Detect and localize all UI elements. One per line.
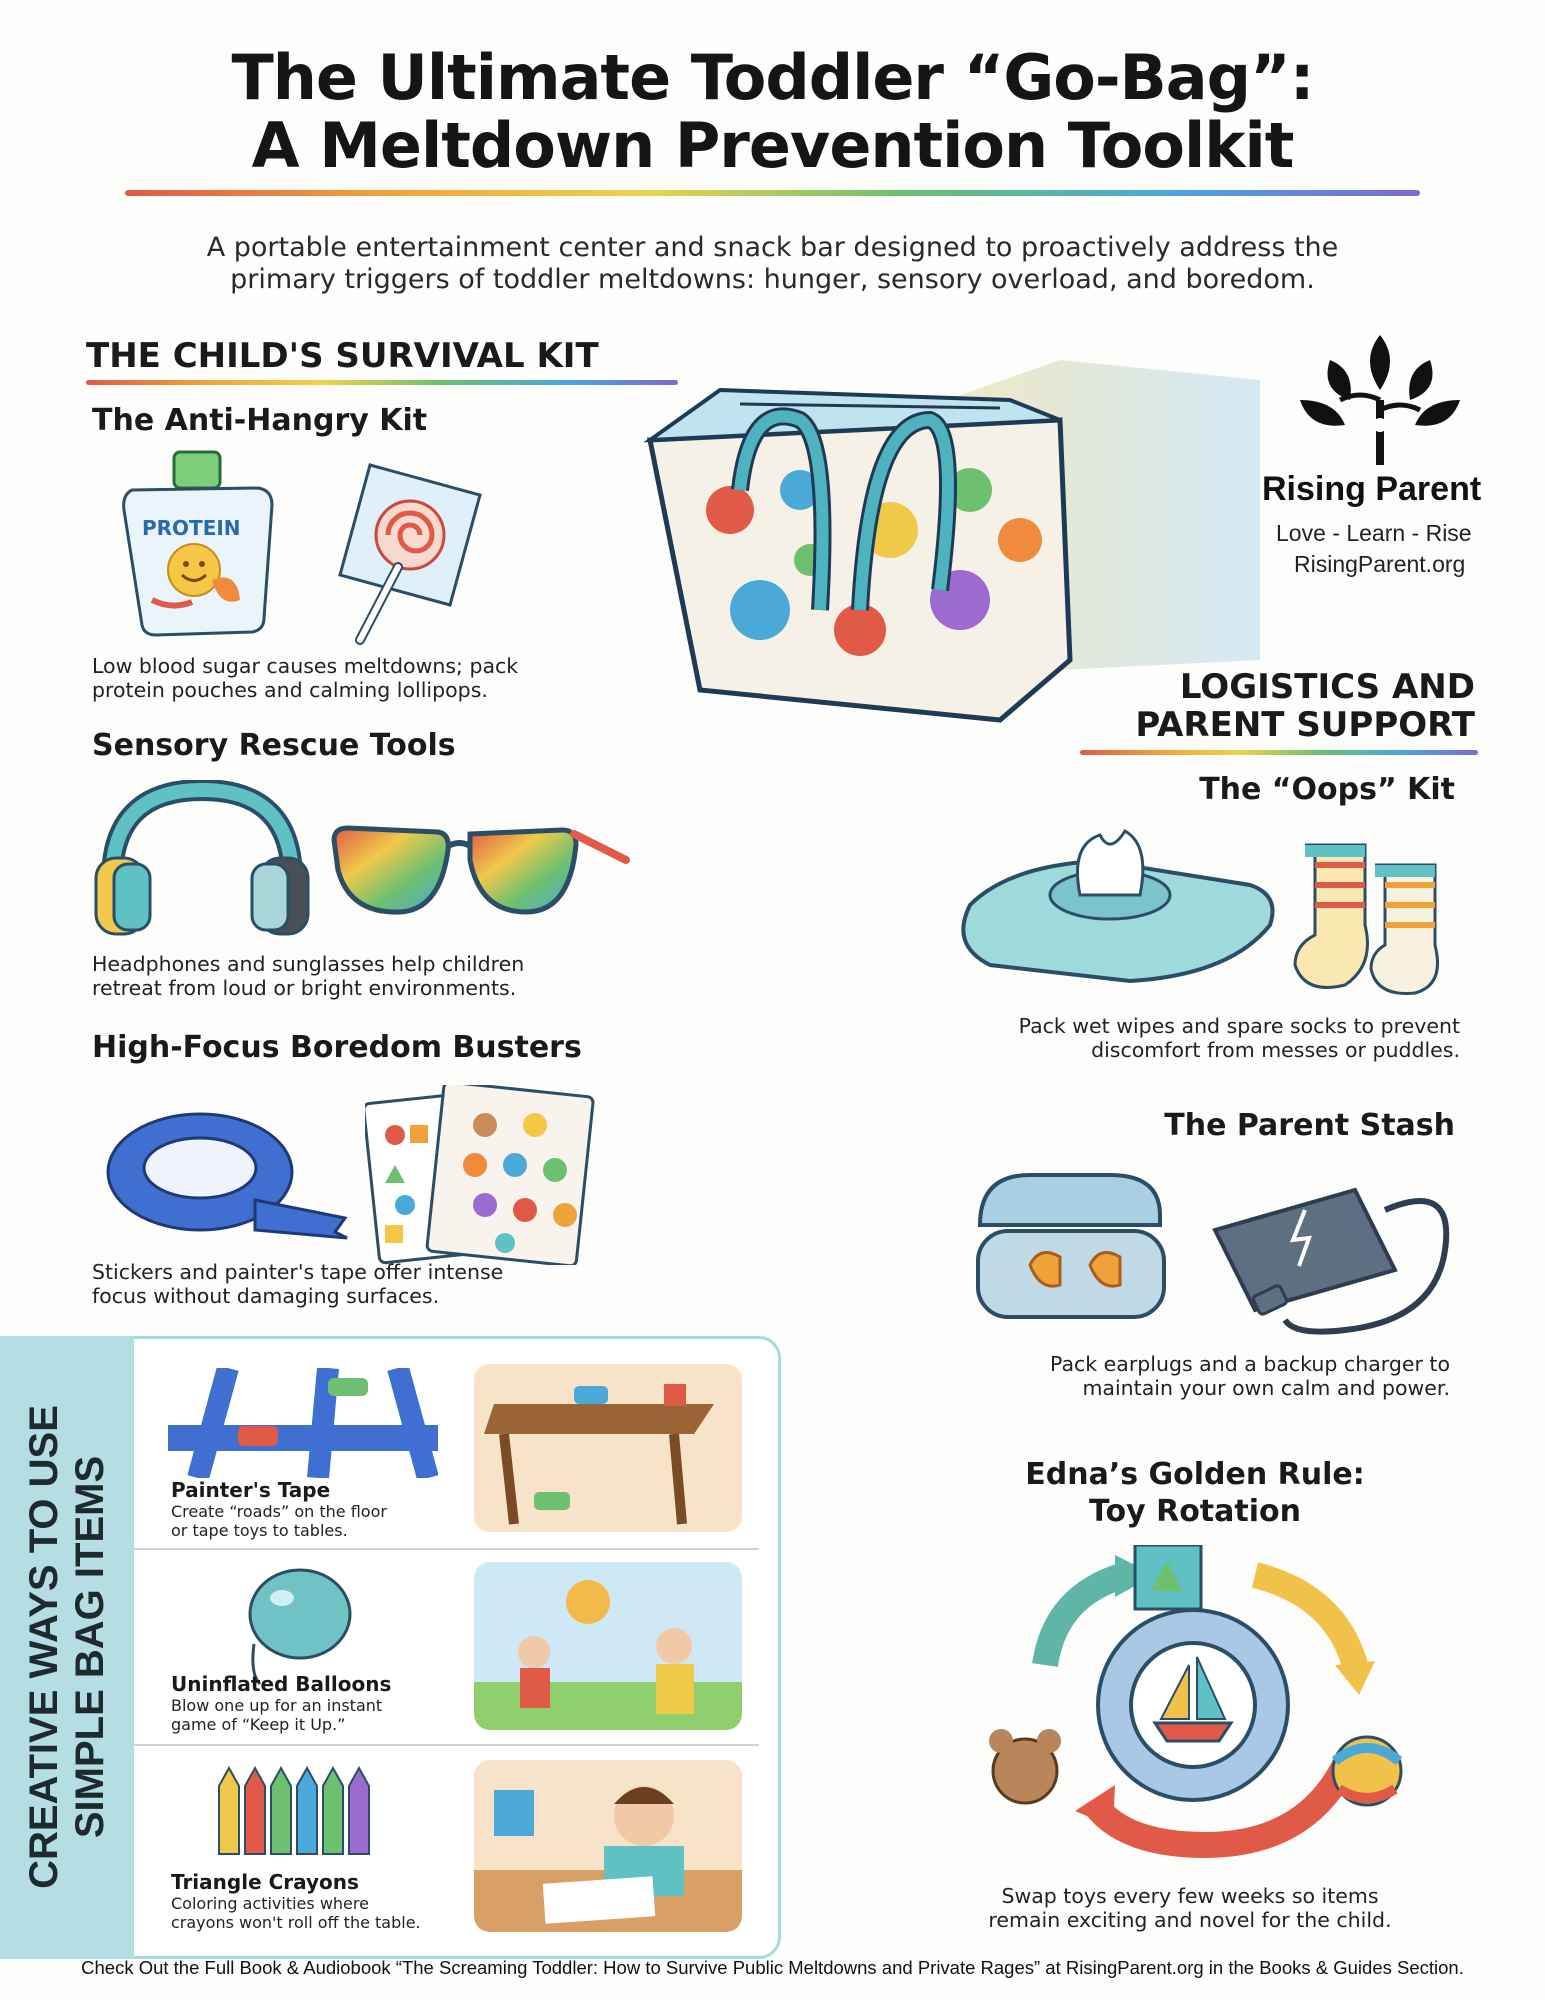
creative-item-3-desc-2: crayons won't roll off the table. [171, 1913, 421, 1932]
anti-hangry-caption [92, 654, 518, 702]
creative-divider-1 [134, 1548, 759, 1550]
tape-table-scene [474, 1364, 742, 1532]
headphones-icon [92, 780, 312, 940]
anti-hangry-title: The Anti-Hangry Kit [92, 403, 428, 438]
brand-name: Rising Parent [1262, 470, 1482, 508]
stash-caption-2: maintain your own calm and power. [1082, 1376, 1450, 1400]
subtitle-line-2: primary triggers of toddler meltdowns: hunger, sensory overload, and boredom. [230, 264, 1315, 295]
creative-divider-2 [134, 1744, 759, 1746]
pouch-label: PROTEIN [142, 516, 241, 540]
anti-hangry-caption-1: Low blood sugar causes meltdowns; pack [92, 654, 519, 678]
sensory-title: Sensory Rescue Tools [92, 728, 456, 763]
footer-note: Check Out the Full Book & Audiobook “The Screaming Toddler: How to Survive Public Meltdowns and Private Rages” at RisingParent.org in the Books & Guides Section. [81, 1957, 1464, 1978]
stash-caption [900, 1352, 1450, 1400]
creative-ways-side-label [21, 1405, 113, 1889]
title-underline [125, 190, 1420, 196]
stickers-icon [365, 1085, 615, 1265]
protein-pouch-icon [112, 450, 292, 640]
anti-hangry-caption-2: protein pouches and calming lollipops. [92, 678, 488, 702]
parent-support-heading-2: PARENT SUPPORT [1135, 705, 1475, 745]
golden-rule-caption [930, 1884, 1450, 1932]
parent-support-heading-1: LOGISTICS AND [1179, 667, 1475, 707]
painters-tape-icon [105, 1110, 355, 1240]
golden-rule-caption-2: remain exciting and novel for the child. [988, 1908, 1392, 1932]
boredom-caption [92, 1260, 503, 1308]
toy-rotation-icon [975, 1545, 1415, 1865]
title-line-2: A Meltdown Prevention Toolkit [251, 109, 1294, 182]
creative-item-1-desc-2: or tape toys to tables. [171, 1521, 348, 1540]
earplugs-case-icon [970, 1165, 1170, 1325]
backup-charger-icon [1195, 1170, 1465, 1340]
tape-roads-icon [168, 1368, 438, 1478]
coloring-scene [474, 1760, 742, 1932]
brand-url[interactable]: RisingParent.org [1294, 551, 1466, 577]
oops-caption-2: discomfort from messes or puddles. [1091, 1038, 1460, 1062]
sensory-caption-1: Headphones and sunglasses help children [92, 952, 525, 976]
tree-logo-icon [1290, 330, 1470, 470]
parent-support-heading [1050, 668, 1475, 744]
side-label-1: CREATIVE WAYS TO USE [22, 1405, 66, 1889]
title-line-1: The Ultimate Toddler “Go-Bag”: [231, 41, 1314, 114]
socks-icon [1285, 835, 1465, 995]
creative-item-1-desc [171, 1502, 387, 1540]
golden-rule-caption-1: Swap toys every few weeks so items [1001, 1884, 1379, 1908]
golden-rule-title-1: Edna’s Golden Rule: [1025, 1457, 1365, 1492]
page-subtitle [100, 232, 1445, 296]
creative-ways-panel [0, 1336, 778, 1956]
wet-wipes-icon [950, 825, 1280, 990]
creative-item-2-desc [171, 1696, 382, 1734]
golden-rule-title [960, 1456, 1430, 1530]
child-kit-heading: THE CHILD'S SURVIVAL KIT [86, 336, 599, 376]
creative-item-1-desc-1: Create “roads” on the floor [171, 1502, 387, 1521]
balloon-game-scene [474, 1562, 742, 1730]
creative-item-2-desc-2: game of “Keep it Up.” [171, 1715, 346, 1734]
brand-tagline: Love - Learn - Rise [1276, 520, 1472, 546]
creative-item-1-title: Painter's Tape [171, 1478, 331, 1502]
sensory-caption-2: retreat from loud or bright environments. [92, 976, 517, 1000]
crayons-icon [215, 1766, 395, 1856]
creative-item-3-title: Triangle Crayons [171, 1870, 359, 1894]
creative-item-2-title: Uninflated Balloons [171, 1672, 392, 1696]
side-label-2: SIMPLE BAG ITEMS [68, 1455, 112, 1839]
golden-rule-title-2: Toy Rotation [1089, 1494, 1301, 1529]
boredom-title: High-Focus Boredom Busters [92, 1030, 582, 1065]
stash-caption-1: Pack earplugs and a backup charger to [1050, 1352, 1450, 1376]
creative-item-3-desc [171, 1894, 421, 1932]
oops-caption-1: Pack wet wipes and spare socks to prevent [1018, 1014, 1460, 1038]
subtitle-line-1: A portable entertainment center and snack bar designed to proactively address the [206, 232, 1339, 263]
boredom-caption-2: focus without damaging surfaces. [92, 1284, 440, 1308]
creative-item-2-desc-1: Blow one up for an instant [171, 1696, 383, 1715]
creative-item-3-desc-1: Coloring activities where [171, 1894, 369, 1913]
lollipop-icon [330, 455, 490, 645]
oops-caption [900, 1014, 1460, 1062]
sunglasses-icon [330, 820, 630, 930]
child-kit-underline [86, 380, 678, 385]
oops-title: The “Oops” Kit [1199, 772, 1455, 807]
boredom-caption-1: Stickers and painter's tape offer intense [92, 1260, 504, 1284]
creative-ways-side-band [0, 1336, 134, 1959]
sensory-caption [92, 952, 524, 1000]
page-title [0, 41, 1545, 182]
stash-title: The Parent Stash [1164, 1108, 1455, 1143]
parent-support-underline [1080, 750, 1478, 755]
